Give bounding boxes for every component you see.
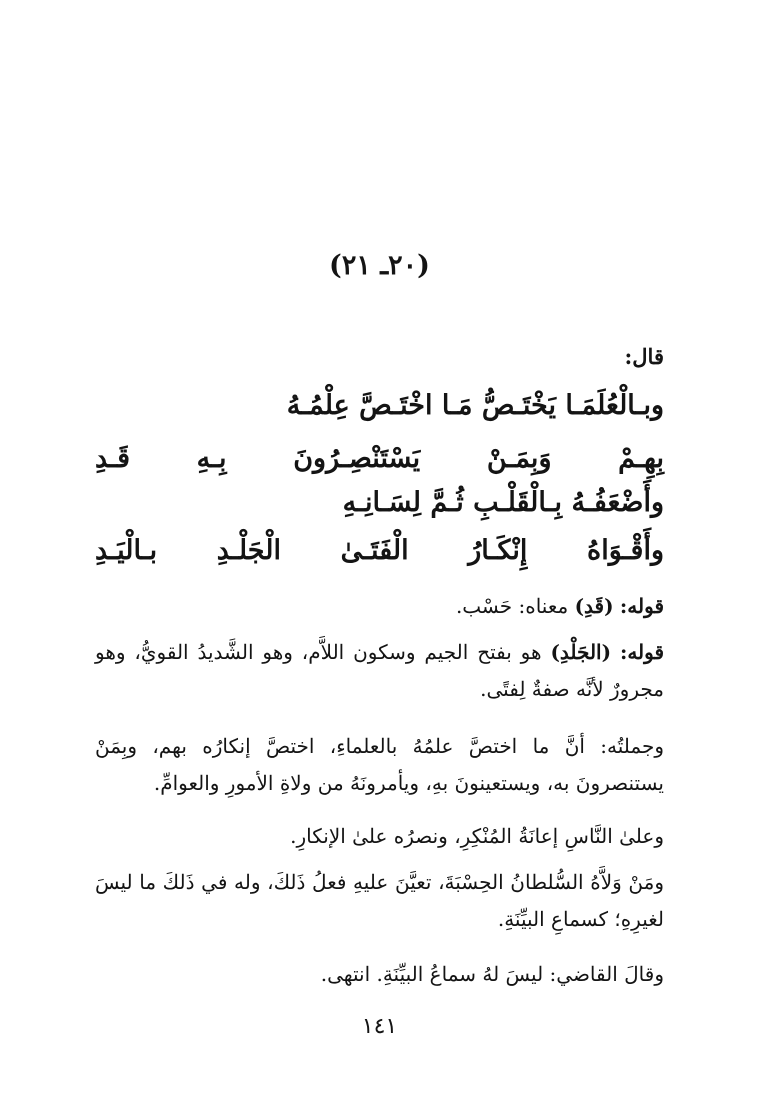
- paragraph-hisba: ومَنْ وَلاَّهُ السُّلطانُ الحِسْبَةَ، تعيَّنَ عليهِ فعلُ ذَلكَ، وله في ذَلكَ ما ليسَ لغيرِهِ؛ كسماعِ البيِّنَةِ.: [95, 870, 664, 931]
- paragraph-lead: قوله:: [619, 640, 665, 664]
- paragraph-term: (الجَلْدِ): [550, 640, 612, 664]
- paragraph-term: (قَدِ): [574, 594, 614, 618]
- paragraph-jald: [95, 634, 664, 708]
- verse-line-3: وأَضْعَفُـهُ بِـالْقَلْـبِ ثُـمَّ لِسَـانِـهِ: [342, 487, 664, 518]
- paragraph-people: وعلىٰ النَّاسِ إعانَةُ المُنْكِرِ، ونصرُه علىٰ الإنكارِ.: [290, 824, 664, 848]
- paragraph-lead: قوله:: [619, 594, 664, 618]
- verse-line-2: بِهِـمْ وَبِمَـنْ يَسْتَنْصِـرُونَ بِـهِ قَـدِ: [95, 443, 664, 474]
- paragraph-text: هو بفتح الجيم وسكون اللاَّم، وهو الشَّديدُ القويُّ، وهو مجرورٌ لأنَّه صفةٌ لِفتًى.: [95, 640, 664, 701]
- paragraph-qad: [95, 588, 664, 625]
- paragraph-text: معناه: حَسْب.: [455, 594, 569, 618]
- verse-line-4: وأَقْـوَاهُ إِنْكَـارُ الْفَتَـىٰ الْجَلْـدِ بـالْيَـدِ: [95, 535, 664, 566]
- page-number: ١٤١: [361, 1014, 398, 1039]
- paragraph-summary: وجملتُه: أنَّ ما اختصَّ علمُهُ بالعلماءِ، اختصَّ إنكارُه بهم، وبِمَنْ يستنصرونَ به، ويستعينونَ بهِ، ويأمرونَهُ من ولاةِ الأمورِ والعوامِّ.: [95, 734, 664, 795]
- verse-line-1: وبـالْعُلَمَـا يَخْتَـصُّ مَـا اخْتَـصَّ عِلْمُـهُ: [286, 390, 664, 421]
- paragraph-qadi: وقالَ القاضي: ليسَ لهُ سماعُ البيِّنَةِ. انتهى.: [320, 962, 664, 986]
- intro-label: قال:: [624, 344, 664, 369]
- section-heading: (٢٠ـ ٢١): [329, 250, 430, 281]
